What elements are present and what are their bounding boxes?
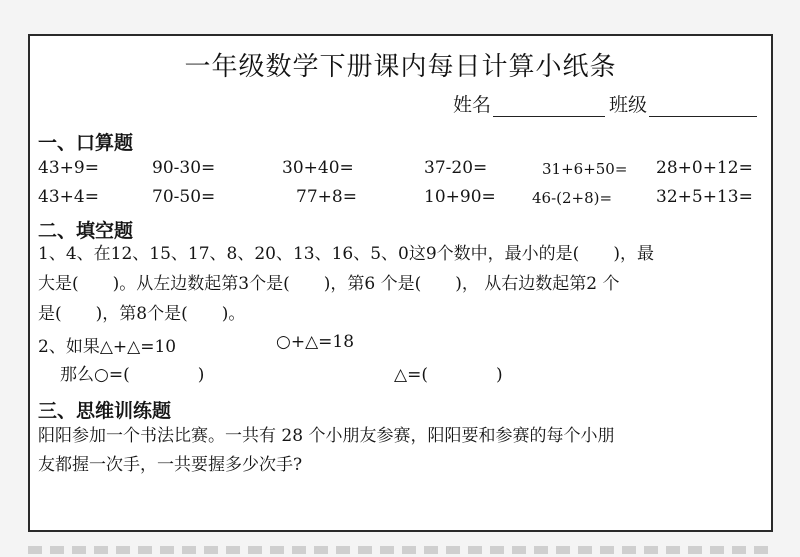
oral-item: 90-30= xyxy=(152,158,216,178)
oral-item: 31+6+50= xyxy=(542,160,628,178)
worksheet xyxy=(28,34,773,532)
oral-item: 32+5+13= xyxy=(656,187,753,207)
oral-item: 37-20= xyxy=(424,158,488,178)
oral-item: 28+0+12= xyxy=(656,158,753,178)
oral-item: 30+40= xyxy=(282,158,354,178)
class-blank[interactable] xyxy=(649,96,757,117)
oral-item: 46-(2+8)= xyxy=(532,189,613,207)
fill-question-2-answers xyxy=(30,360,771,386)
fill-question-2 xyxy=(30,332,771,358)
fill-question-1-line-2: 大是( )。从左边数起第3个是( )，第6 个是( )， 从右边数起第2 个 xyxy=(38,274,620,294)
oral-item: 43+9= xyxy=(38,158,99,178)
thinking-question-line-2: 友都握一次手，一共要握多少次手? xyxy=(38,455,303,475)
oral-row-1 xyxy=(30,158,771,184)
section-oral-heading: 一、口算题 xyxy=(38,132,134,154)
section-fill-heading: 二、填空题 xyxy=(38,220,134,242)
oral-item: 70-50= xyxy=(152,187,216,207)
worksheet-title: 一年级数学下册课内每日计算小纸条 xyxy=(184,52,617,82)
name-blank[interactable] xyxy=(493,96,605,117)
class-label: 班级 xyxy=(608,94,647,116)
next-page-edge xyxy=(28,546,773,554)
student-info xyxy=(453,90,761,117)
oral-item: 10+90= xyxy=(424,187,496,207)
fill-question-1-line-3: 是( )，第8个是( )。 xyxy=(38,304,246,324)
q2-condition-right: ○+△=18 xyxy=(276,332,355,352)
q2-answer-circle: 那么○=( ) xyxy=(60,365,205,385)
oral-row-2 xyxy=(30,187,771,213)
name-label: 姓名 xyxy=(452,94,491,116)
thinking-question-line-1: 阳阳参加一个书法比赛。一共有 28 个小朋友参赛，阳阳要和参赛的每个小朋 xyxy=(38,426,615,446)
q2-answer-triangle: △=( ) xyxy=(394,365,503,385)
fill-question-1-line-1: 1、4、在12、15、17、8、20、13、16、5、0这9个数中，最小的是( )，最 xyxy=(38,244,654,264)
q2-condition-left: 2、如果△+△=10 xyxy=(38,337,177,357)
oral-item: 77+8= xyxy=(296,187,357,207)
section-thinking-heading: 三、思维训练题 xyxy=(38,400,172,422)
oral-item: 43+4= xyxy=(38,187,99,207)
